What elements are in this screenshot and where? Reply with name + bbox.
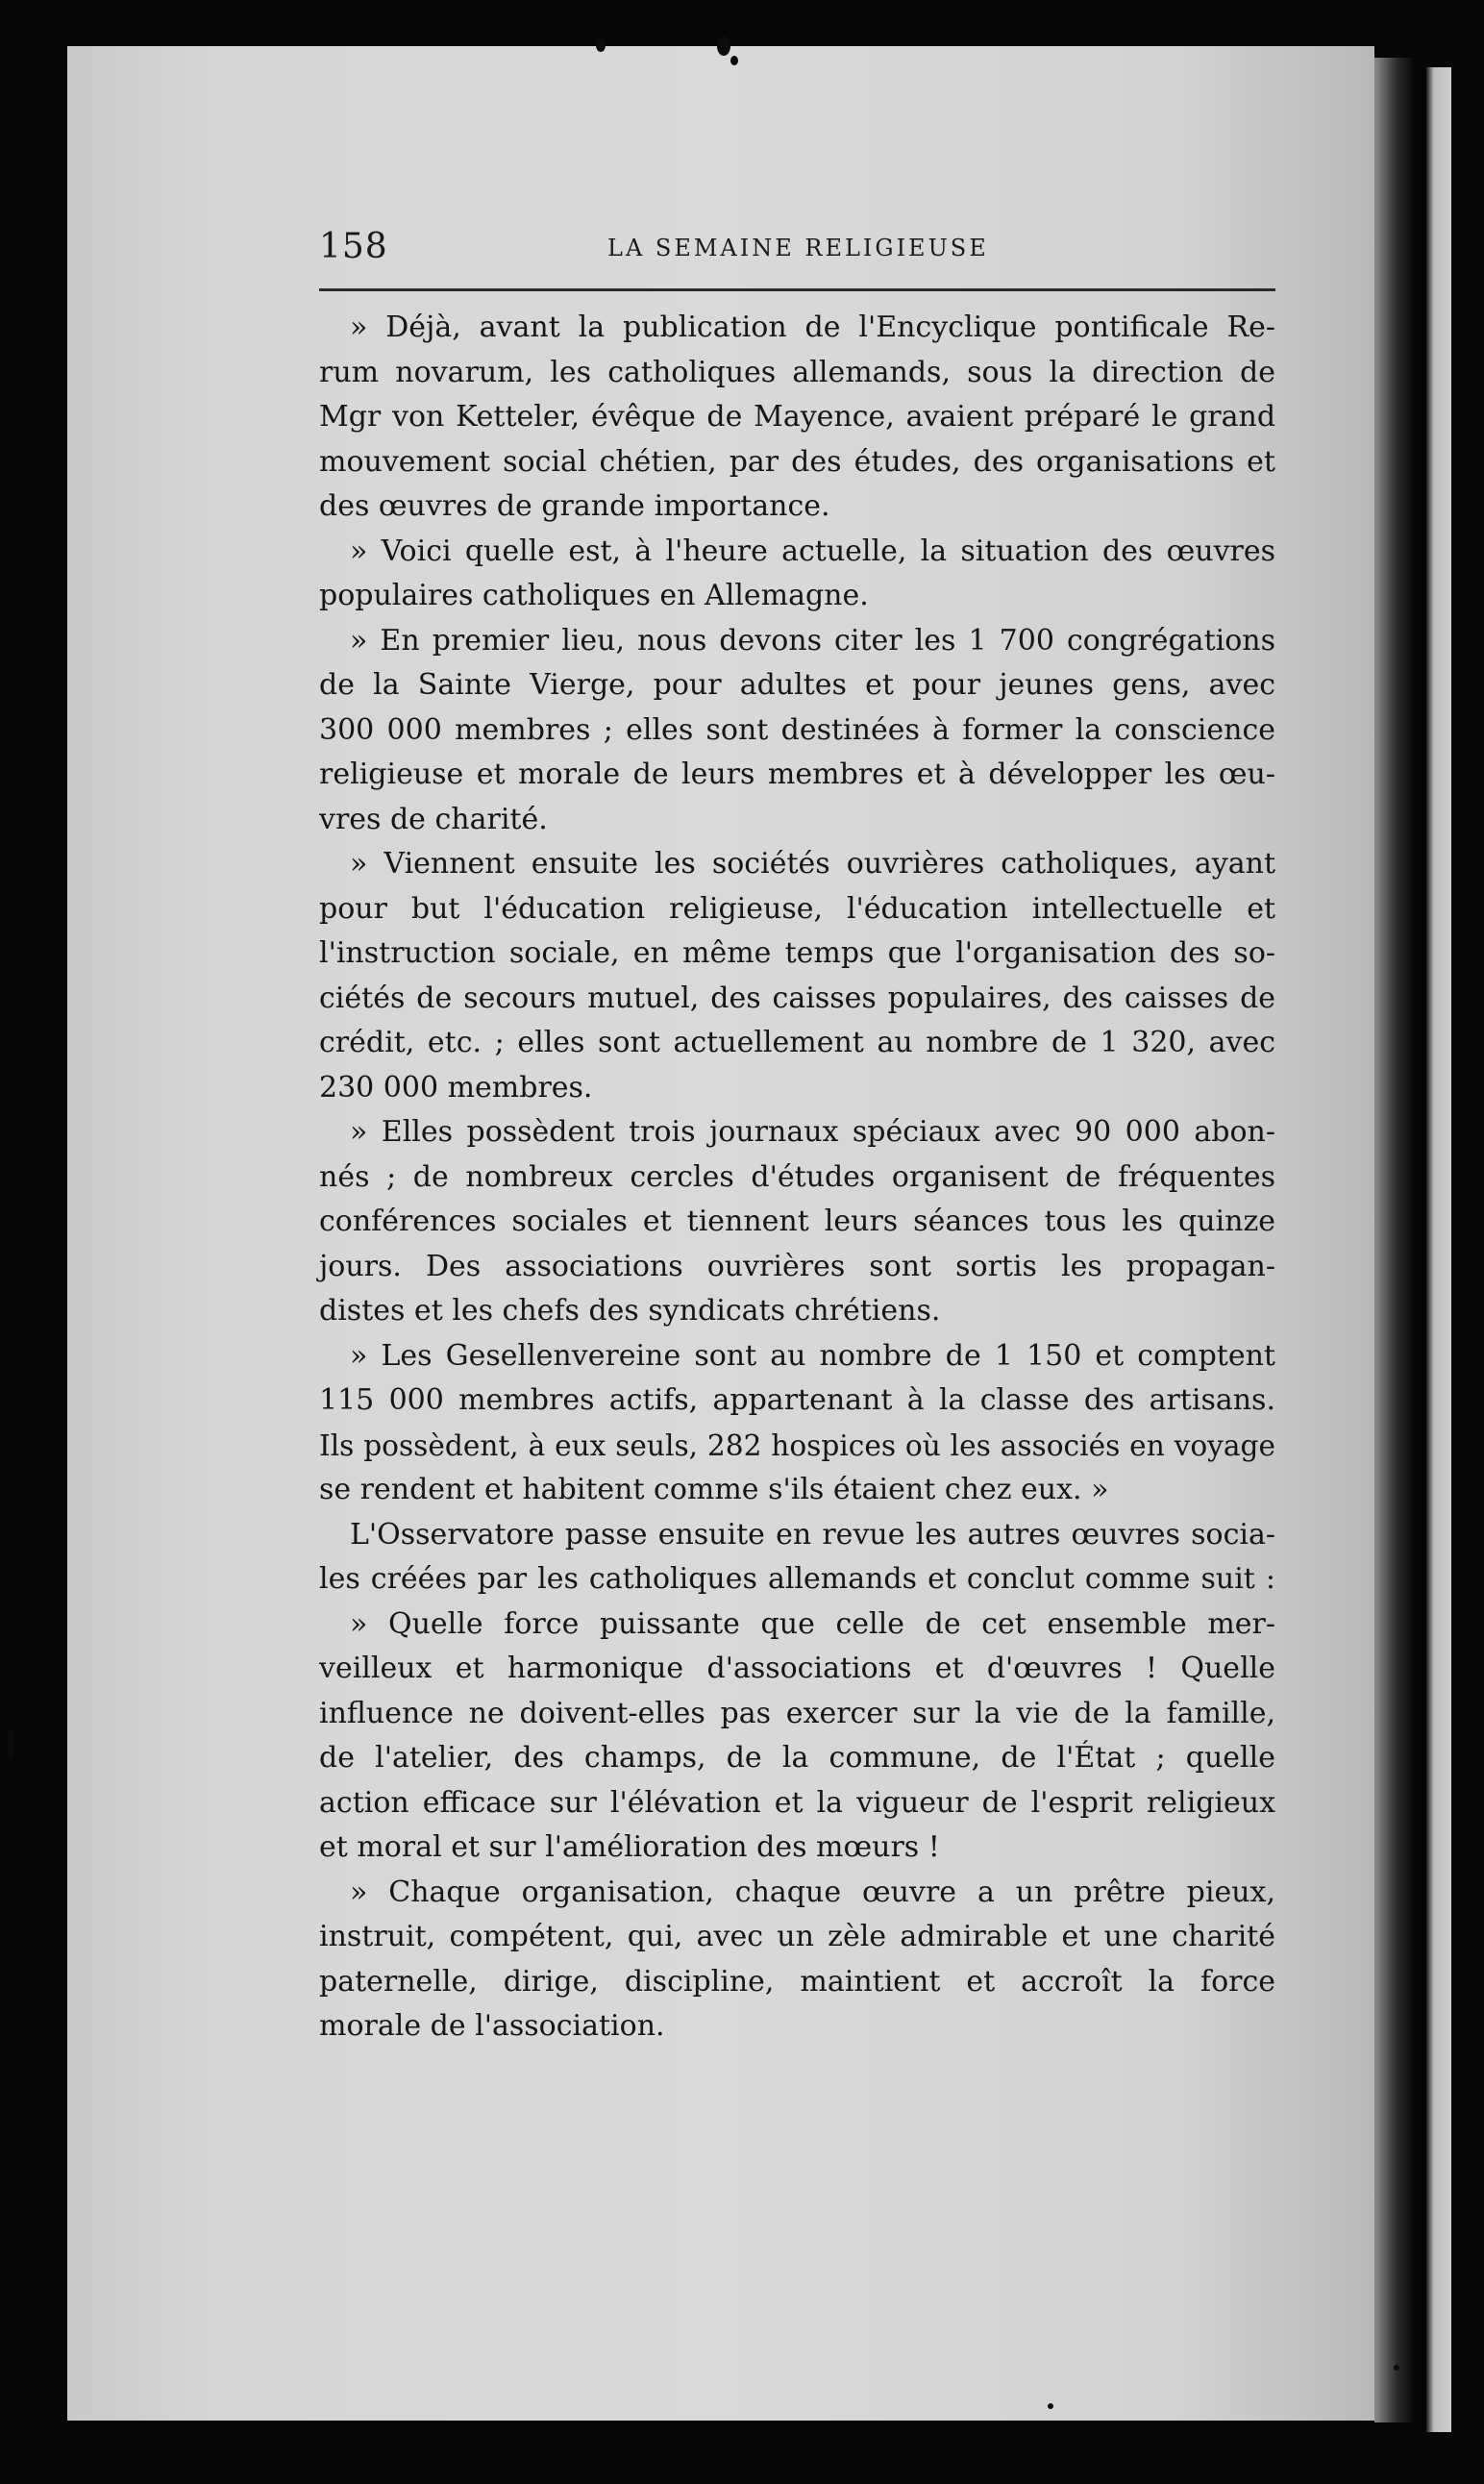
text-line: Ils possèdent, à eux seuls, 282 hospices où les associés en voyage xyxy=(319,1428,1275,1462)
text-line: morale de l'association. xyxy=(319,2009,665,2043)
text-line: crédit, etc. ; elles sont actuellement au nombre de 1 320, avec xyxy=(319,1026,1276,1059)
book-spine-shadow xyxy=(1374,58,1413,2422)
text-line: mouvement social chétien, par des études, des organisations et xyxy=(319,444,1275,479)
text-line: ciétés de secours mutuel, des caisses populaires, des caisses de xyxy=(319,981,1276,1015)
text-line: pour but l'éducation religieuse, l'éducation intellectuelle et xyxy=(319,891,1276,926)
text-line: rum novarum, les catholiques allemands, sous la direction de xyxy=(319,355,1275,389)
text-line: populaires catholiques en Allemagne. xyxy=(319,579,869,612)
text-line: 230 000 membres. xyxy=(319,1070,593,1105)
text-line: 300 000 membres ; elles sont destinées à former la conscience xyxy=(319,712,1276,747)
text-line: distes et les chefs des syndicats chrétiens. xyxy=(319,1294,941,1328)
text-line: de la Sainte Vierge, pour adultes et pour jeunes gens, avec xyxy=(319,668,1276,702)
text-line: paternelle, dirige, discipline, maintient et accroît la force xyxy=(319,1964,1276,1999)
text-line: » Déjà, avant la publication de l'Encyclique pontificale Re- xyxy=(350,310,1275,344)
text-line: les créées par les catholiques allemands et conclut comme suit : xyxy=(319,1562,1276,1596)
text-line: instruit, compétent, qui, avec un zèle admirable et une charité xyxy=(319,1920,1275,1953)
running-head: LA SEMAINE RELIGIEUSE xyxy=(607,235,989,261)
page-number: 158 xyxy=(319,227,388,266)
text-line: » Chaque organisation, chaque œuvre a un prêtre pieux, xyxy=(350,1875,1276,1909)
next-page-edge xyxy=(1426,67,1451,2432)
text-line: et moral et sur l'amélioration des mœurs ! xyxy=(319,1830,940,1864)
text-line: religieuse et morale de leurs membres et à développer les œu- xyxy=(319,758,1275,791)
text-line: l'instruction sociale, en même temps que l'organisation des so- xyxy=(319,936,1276,970)
text-line: conférences sociales et tiennent leurs séances tous les quinze xyxy=(319,1205,1275,1238)
text-line: 115 000 membres actifs, appartenant à la classe des artisans. xyxy=(319,1383,1275,1417)
text-line: Mgr von Ketteler, évêque de Mayence, avaient préparé le grand xyxy=(319,400,1276,434)
header-rule xyxy=(319,288,1275,291)
text-line: L'Osservatore passe ensuite en revue les autres œuvres socia- xyxy=(350,1517,1276,1552)
text-line: influence ne doivent-elles pas exercer sur la vie de la famille, xyxy=(319,1696,1276,1730)
text-line: » Viennent ensuite les sociétés ouvrières catholiques, ayant xyxy=(350,847,1275,881)
text-line: de l'atelier, des champs, de la commune, de l'État ; quelle xyxy=(319,1741,1275,1775)
page-header xyxy=(319,227,1280,285)
text-line: » En premier lieu, nous devons citer les 1 700 congrégations xyxy=(350,623,1275,658)
text-line: se rendent et habitent comme s'ils étaient chez eux. » xyxy=(319,1473,1109,1506)
text-line: veilleux et harmonique d'associations et d'œuvres ! Quelle xyxy=(319,1652,1276,1685)
text-line: action efficace sur l'élévation et la vigueur de l'esprit religieux xyxy=(319,1785,1275,1820)
text-line: » Quelle force puissante que celle de cet ensemble mer- xyxy=(350,1606,1276,1641)
text-line: » Elles possèdent trois journaux spéciaux avec 90 000 abon- xyxy=(350,1115,1275,1149)
text-line: des œuvres de grande importance. xyxy=(319,489,830,523)
text-line: nés ; de nombreux cercles d'études organisent de fréquentes xyxy=(319,1159,1276,1194)
text-line: » Voici quelle est, à l'heure actuelle, la situation des œuvres xyxy=(350,534,1276,568)
body-text xyxy=(319,306,1275,2049)
text-line: vres de charité. xyxy=(319,802,548,836)
text-line: jours. Des associations ouvrières sont sortis les propagan- xyxy=(319,1249,1275,1283)
text-line: » Les Gesellenvereine sont au nombre de 1 150 et comptent xyxy=(350,1338,1275,1373)
